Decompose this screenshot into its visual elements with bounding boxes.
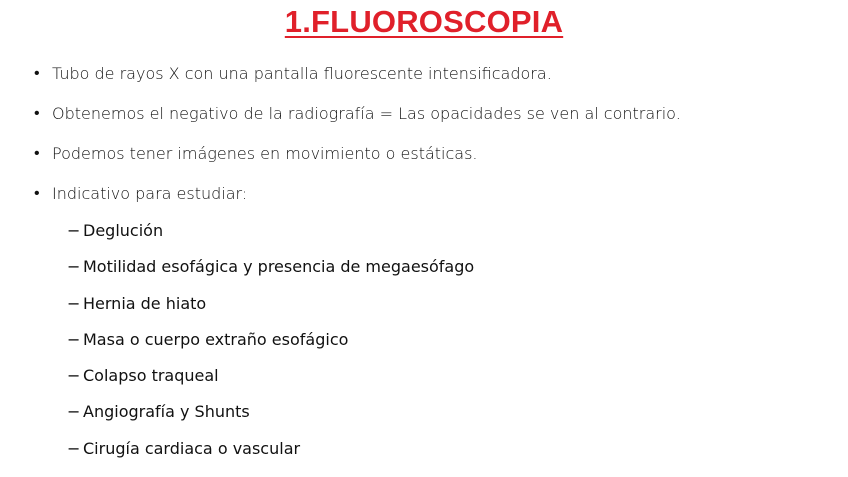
sub-bullet-text: Cirugía cardiaca o vascular [83, 438, 301, 458]
bullet-text: Obtenemos el negativo de la radiografía = Las opacidades se ven al contrario. [52, 104, 681, 123]
sub-bullet-text: Angiografía y Shunts [83, 402, 250, 422]
bullet-dot-icon: • [34, 103, 40, 122]
sub-bullet-item [67, 401, 474, 437]
bullet-item [34, 183, 834, 223]
sub-bullet-item [67, 329, 474, 365]
dash-icon: − [67, 221, 81, 240]
sub-bullet-item [67, 365, 474, 401]
sub-bullet-item [67, 438, 474, 474]
dash-icon: − [67, 329, 81, 349]
bullet-dot-icon: • [34, 143, 40, 162]
sub-bullet-item [67, 220, 474, 256]
dash-icon: − [67, 257, 81, 277]
sub-bullet-text: Motilidad esofágica y presencia de megaesófago [83, 257, 475, 277]
sub-bullet-text: Deglución [83, 221, 164, 240]
dash-icon: − [67, 438, 81, 458]
sub-bullet-item [67, 256, 474, 292]
bullet-text: Indicativo para estudiar: [52, 184, 248, 203]
bullet-item [34, 143, 834, 183]
sub-bullet-text: Colapso traqueal [83, 366, 219, 386]
dash-icon: − [67, 366, 81, 386]
bullet-item [34, 63, 834, 103]
sub-bullet-text: Masa o cuerpo extraño esofágico [83, 329, 349, 349]
bullet-item [34, 103, 834, 143]
bullet-text: Podemos tener imágenes en movimiento o estáticas. [52, 144, 478, 163]
bullet-text: Tubo de rayos X con una pantalla fluorescente intensificadora. [52, 64, 552, 83]
slide-title: 1.FLUOROSCOPIA [284, 4, 564, 39]
dash-icon: − [67, 293, 81, 313]
bullet-list [34, 63, 834, 223]
dash-icon: − [67, 402, 81, 422]
sub-bullet-item [67, 293, 474, 329]
sub-bullet-text: Hernia de hiato [83, 293, 207, 313]
bullet-dot-icon: • [34, 63, 40, 82]
bullet-dot-icon: • [34, 183, 40, 202]
sub-bullet-list [67, 220, 474, 474]
